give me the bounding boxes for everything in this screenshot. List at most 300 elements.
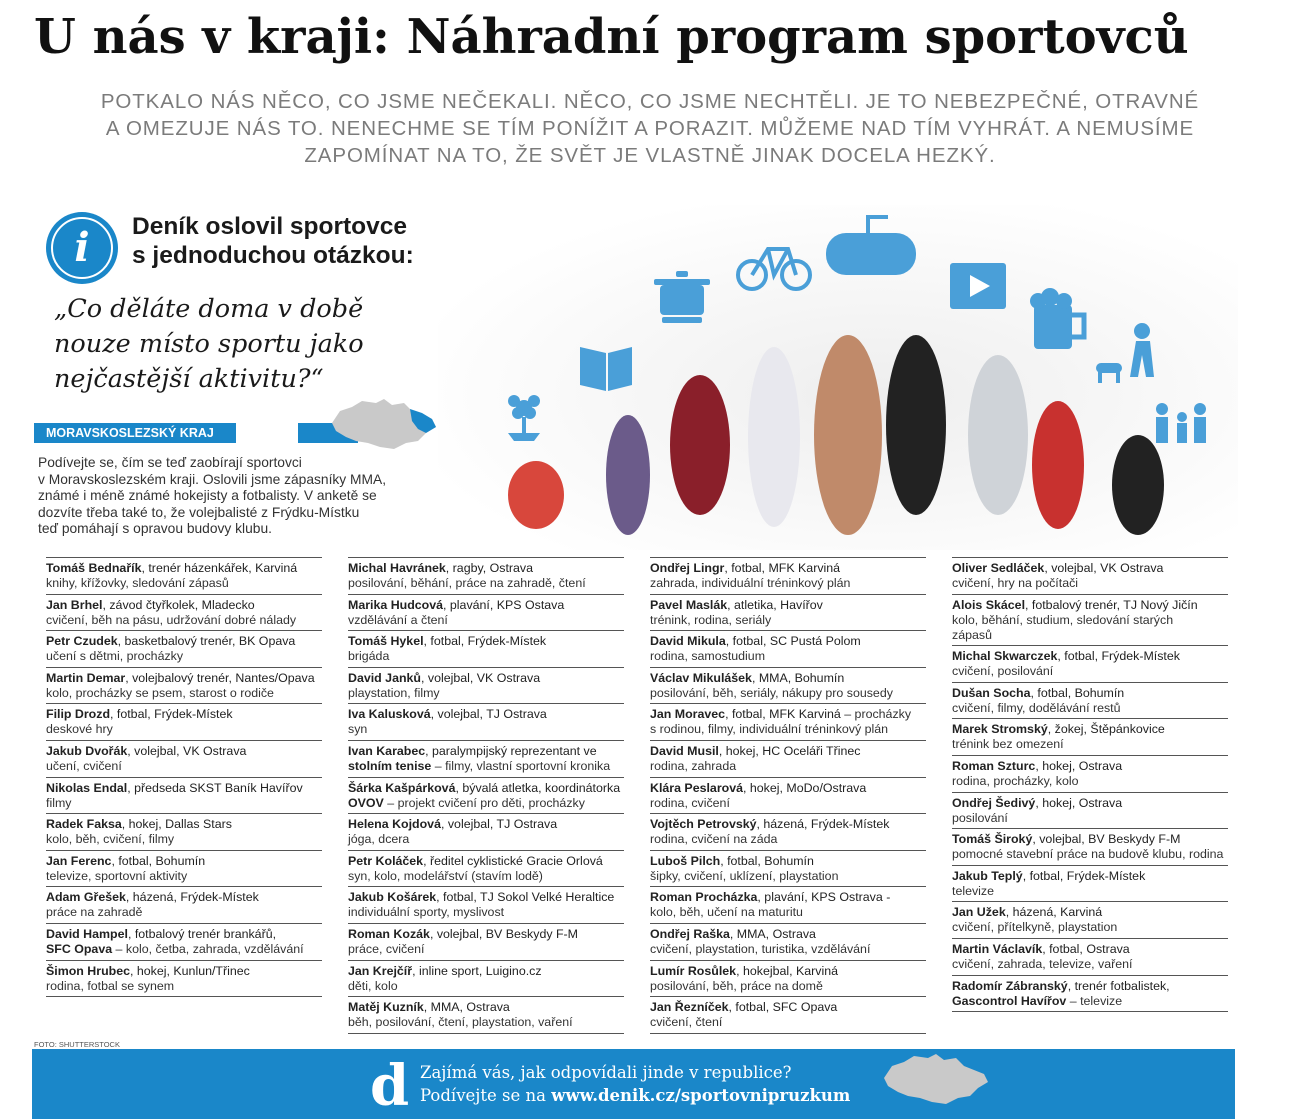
respondent-role: , fotbal, MFK Karviná bbox=[725, 707, 841, 722]
entry-headline bbox=[46, 598, 322, 613]
respondent-name: Ondřej Šedivý bbox=[952, 795, 1036, 810]
respondent-name: Radek Faksa bbox=[46, 817, 122, 832]
entry-headline bbox=[348, 964, 624, 979]
entry-activity bbox=[46, 796, 322, 811]
subtitle-line: ZAPOMÍNAT NA TO, ŽE SVĚT JE VLASTNĚ JINAK DOCELA HEZKÝ. bbox=[304, 144, 996, 167]
entry-headline bbox=[650, 781, 926, 796]
respondent-name: Oliver Sedláček bbox=[952, 561, 1045, 575]
video-play-icon bbox=[950, 263, 1006, 309]
respondent-name: Ondřej Lingr bbox=[650, 561, 725, 575]
entry-activity bbox=[952, 994, 1228, 1009]
respondent-role: , fotbal, SFC Opava bbox=[728, 1000, 838, 1015]
entry-headline bbox=[348, 707, 624, 722]
subtitle-line: POTKALO NÁS NĚCO, CO JSME NEČEKALI. NĚCO, CO JSME NECHTĚLI. JE TO NEBEZPEČNÉ, OTRAVNÉ bbox=[100, 90, 1200, 113]
respondent-name: Jan Moravec bbox=[650, 707, 726, 722]
entry-activity bbox=[952, 737, 1228, 752]
entry-activity bbox=[348, 722, 624, 737]
respondent-entry bbox=[348, 850, 624, 884]
respondent-entry bbox=[348, 996, 624, 1030]
respondent-entry bbox=[348, 740, 624, 774]
entry-headline bbox=[348, 1000, 624, 1015]
respondent-name: David Janků bbox=[348, 670, 421, 685]
respondent-activity: posilování bbox=[952, 810, 1008, 825]
respondent-role: , fotbal, MFK Karviná bbox=[724, 561, 841, 575]
entry-activity bbox=[650, 796, 926, 811]
respondent-activity: trénink, rodina, seriály bbox=[650, 612, 772, 627]
entry-headline bbox=[952, 598, 1228, 613]
respondent-entry bbox=[650, 996, 926, 1030]
respondent-activity: – kolo, četba, zahrada, vzdělávání bbox=[112, 942, 304, 956]
entry-headline bbox=[952, 649, 1228, 664]
respondent-role: , plavání, KPS Ostava bbox=[443, 597, 565, 612]
respondent-name: Alois Skácel bbox=[952, 597, 1026, 612]
info-icon: i bbox=[46, 212, 118, 284]
respondent-role: , volejbal, TJ Ostrava bbox=[440, 817, 558, 832]
respondent-activity: – filmy, vlastní sportovní kronika bbox=[431, 759, 611, 773]
entry-activity bbox=[46, 649, 322, 664]
survey-question bbox=[54, 292, 414, 397]
entry-activity bbox=[348, 759, 624, 774]
respondent-entry bbox=[46, 630, 322, 664]
entry-headline bbox=[348, 634, 624, 649]
respondent-entry bbox=[952, 938, 1228, 972]
respondent-role: , volejbalový trenér, Nantes/Opava bbox=[125, 670, 315, 685]
respondent-entry bbox=[952, 755, 1228, 789]
entry-activity bbox=[650, 905, 926, 920]
entry-activity bbox=[348, 686, 624, 701]
respondent-entry bbox=[46, 813, 322, 847]
respondent-name: Iva Kalusková bbox=[348, 707, 431, 722]
respondent-entry bbox=[952, 594, 1228, 643]
respondent-entry bbox=[952, 557, 1228, 591]
respondent-activity: s rodinou, filmy, individuální tréninkový plán bbox=[650, 722, 889, 737]
respondent-entry bbox=[952, 645, 1228, 679]
entry-activity bbox=[952, 664, 1228, 679]
question-line: nejčastější aktivitu?“ bbox=[54, 364, 324, 394]
respondent-entry bbox=[650, 703, 926, 737]
respondent-name: Ivan Karabec bbox=[348, 744, 426, 758]
entry-activity bbox=[348, 905, 624, 920]
entry-headline bbox=[650, 707, 926, 722]
respondent-activity: cvičení, zahrada, televize, vaření bbox=[952, 957, 1133, 971]
footer-text bbox=[420, 1061, 850, 1107]
respondent-name: Adam Gřešek bbox=[46, 890, 126, 905]
respondent-activity: deskové hry bbox=[46, 722, 113, 737]
respondent-activity: vzdělávání a čtení bbox=[348, 612, 448, 627]
entry-activity bbox=[348, 1015, 624, 1030]
respondent-activity: syn bbox=[348, 722, 368, 737]
respondent-name: Michal Havránek bbox=[348, 561, 446, 575]
respondent-entry bbox=[348, 557, 624, 591]
respondent-activity: učení, cvičení bbox=[46, 759, 122, 773]
entry-headline bbox=[952, 722, 1228, 737]
entry-activity bbox=[348, 832, 624, 847]
entry-headline bbox=[952, 686, 1228, 701]
respondent-name: Lumír Rosůlek bbox=[650, 963, 737, 978]
book-icon bbox=[580, 347, 632, 391]
respondent-activity: trénink bez omezení bbox=[952, 737, 1064, 752]
respondent-name: Michal Skwarczek bbox=[952, 649, 1058, 664]
respondent-entry bbox=[46, 886, 322, 920]
entry-activity bbox=[650, 832, 926, 847]
question-line: „Co děláte doma v době bbox=[54, 294, 364, 324]
respondent-name: Marek Stromský bbox=[952, 722, 1048, 737]
respondent-activity: práce, cvičení bbox=[348, 942, 425, 956]
respondent-activity: rodina, zahrada bbox=[650, 759, 737, 773]
respondent-name: Václav Mikulášek bbox=[650, 670, 752, 685]
entry-activity bbox=[952, 701, 1228, 716]
body-line: teď pomáhají s opravou budovy klubu. bbox=[38, 521, 272, 536]
respondent-role: , házená, Frýdek-Místek bbox=[125, 890, 259, 905]
entry-headline bbox=[650, 927, 926, 942]
respondent-role: , fotbal, Frýdek-Místek bbox=[423, 634, 547, 649]
respondent-activity: knihy, křížovky, sledování zápasů bbox=[46, 576, 229, 590]
respondent-activity: cvičení, filmy, dodělávání restů bbox=[952, 700, 1121, 715]
entry-headline bbox=[650, 964, 926, 979]
respondent-role: , volejbal, TJ Ostrava bbox=[430, 707, 547, 722]
respondent-role: , fotbalový trenér, TJ Nový Jičín bbox=[1025, 597, 1198, 612]
entry-headline bbox=[952, 979, 1228, 994]
respondent-activity: cvičení, běh na pásu, udržování dobré nálady bbox=[46, 612, 297, 627]
respondent-role: , žokej, Štěpánkovice bbox=[1047, 722, 1165, 737]
respondent-activity: rodina, procházky, kolo bbox=[952, 774, 1079, 788]
respondent-name: Martin Demar bbox=[46, 670, 126, 685]
respondent-name: Jan Užek bbox=[952, 905, 1006, 920]
entry-activity bbox=[46, 905, 322, 920]
entry-headline bbox=[46, 781, 322, 796]
respondent-role: , fotbal, Bohumín bbox=[1030, 685, 1125, 700]
respondent-activity: cvičení, přítelkyně, playstation bbox=[952, 920, 1118, 935]
respondent-activity: cvičení, playstation, turistika, vzdělávání bbox=[650, 942, 871, 956]
footer-line2-prefix: Podívejte se na bbox=[420, 1086, 552, 1105]
respondent-entry bbox=[650, 630, 926, 664]
respondent-role: , basketbalový trenér, BK Opava bbox=[117, 634, 296, 649]
respondent-activity: učení s dětmi, procházky bbox=[46, 649, 184, 664]
respondent-role: , fotbal, Frýdek-Místek bbox=[1022, 868, 1146, 883]
respondent-entry bbox=[650, 777, 926, 811]
respondent-name: Roman Procházka bbox=[650, 890, 758, 905]
respondent-role-cont: stolním tenise bbox=[348, 759, 432, 773]
entry-activity bbox=[46, 942, 322, 957]
column-divider bbox=[348, 1033, 624, 1034]
respondent-entry bbox=[46, 960, 322, 994]
respondent-role: , MMA, Bohumín bbox=[751, 670, 845, 685]
respondent-entry bbox=[46, 594, 322, 628]
photo-credit: FOTO: SHUTTERSTOCK bbox=[34, 1040, 120, 1049]
question-line: nouze místo sportu jako bbox=[54, 329, 364, 359]
respondent-entry bbox=[46, 667, 322, 701]
respondent-activity: rodina, fotbal se synem bbox=[46, 978, 175, 993]
respondent-activity: rodina, samostudium bbox=[650, 649, 766, 664]
respondent-entry bbox=[650, 667, 926, 701]
entry-headline bbox=[952, 832, 1228, 847]
entry-headline bbox=[650, 671, 926, 686]
respondent-entry bbox=[650, 886, 926, 920]
respondent-name: David Mikula bbox=[650, 634, 726, 649]
entry-headline bbox=[952, 869, 1228, 884]
respondent-entry bbox=[952, 975, 1228, 1009]
respondent-name: Jan Krejčíř bbox=[348, 963, 413, 978]
column-divider bbox=[46, 996, 322, 997]
entry-activity bbox=[46, 979, 322, 994]
respondent-entry bbox=[46, 740, 322, 774]
respondent-role: , závod čtyřkolek, Mladecko bbox=[102, 597, 255, 612]
respondent-role: , fotbal, Bohumín bbox=[720, 853, 814, 868]
respondent-activity: kolo, běhání, studium, sledování starých bbox=[952, 612, 1174, 627]
respondent-entry bbox=[952, 682, 1228, 716]
respondent-entry bbox=[46, 557, 322, 591]
entry-activity bbox=[650, 686, 926, 701]
respondent-activity: posilování, běhání, práce na zahradě, čtení bbox=[348, 576, 586, 590]
intro-line: s jednoduchou otázkou: bbox=[132, 242, 414, 269]
respondent-activity: cvičení, posilování bbox=[952, 664, 1054, 679]
respondent-name: Tomáš Hykel bbox=[348, 634, 424, 649]
respondent-name: David Musil bbox=[650, 744, 719, 758]
entry-headline bbox=[650, 854, 926, 869]
entry-activity bbox=[650, 942, 926, 957]
respondent-entry bbox=[46, 923, 322, 957]
region-label: MORAVSKOSLEZSKÝ KRAJ bbox=[46, 426, 214, 440]
respondent-role: , fotbal, Bohumín bbox=[111, 853, 206, 868]
respondent-activity: cvičení, čtení bbox=[650, 1015, 723, 1030]
respondent-name: Klára Peslarová bbox=[650, 780, 743, 795]
entry-headline bbox=[952, 561, 1228, 576]
respondent-activity: – procházky bbox=[840, 707, 912, 722]
respondent-activity: posilování, běh, práce na domě bbox=[650, 978, 823, 993]
column-divider bbox=[952, 1011, 1228, 1012]
respondent-entry bbox=[650, 557, 926, 591]
respondent-role: , volejbal, BV Beskydy F-M bbox=[429, 927, 578, 941]
entry-headline bbox=[348, 561, 624, 576]
subtitle-line: A OMEZUJE NÁS TO. NENECHME SE TÍM PONÍŽIT A PORAZIT. MŮŽEME NAD TÍM VYHRÁT. A NEMUSÍME bbox=[105, 117, 1195, 140]
entry-activity bbox=[952, 628, 1228, 643]
respondent-name: Marika Hudcová bbox=[348, 597, 444, 612]
respondent-role: , volejbal, VK Ostrava bbox=[127, 744, 247, 758]
subtitle bbox=[60, 88, 1240, 169]
entry-activity bbox=[952, 613, 1228, 628]
respondent-entry bbox=[46, 850, 322, 884]
entry-activity bbox=[348, 979, 624, 994]
respondent-name: Helena Kojdová bbox=[348, 817, 441, 832]
entry-headline bbox=[46, 634, 322, 649]
entry-headline bbox=[46, 671, 322, 686]
respondent-activity: televize bbox=[952, 883, 995, 898]
entry-headline bbox=[952, 905, 1228, 920]
body-line: dozvíte třeba také to, že volejbalisté z Frýdku-Místku bbox=[38, 504, 360, 520]
entry-headline bbox=[348, 744, 624, 759]
respondent-activity: rodina, cvičení bbox=[650, 795, 730, 810]
respondent-activity: kolo, procházky se psem, starost o rodiče bbox=[46, 685, 274, 700]
respondent-name: Martin Václavík bbox=[952, 942, 1043, 956]
intro-line: Deník oslovil sportovce bbox=[132, 213, 408, 240]
entry-activity bbox=[952, 920, 1228, 935]
footer-url-link[interactable]: www.denik.cz/sportovnipruzkum bbox=[551, 1086, 851, 1105]
respondent-role: , plavání, KPS Ostrava - bbox=[757, 890, 891, 905]
entry-activity bbox=[46, 576, 322, 591]
respondent-name: Jakub Teplý bbox=[952, 868, 1023, 883]
entry-activity bbox=[952, 774, 1228, 789]
respondent-activity: posilování, běh, seriály, nákupy pro sousedy bbox=[650, 685, 893, 700]
column-divider bbox=[650, 1033, 926, 1034]
entry-headline bbox=[348, 671, 624, 686]
respondent-activity: rodina, cvičení na zádа bbox=[650, 832, 778, 847]
respondent-role: , fotbal, Frýdek-Místek bbox=[1057, 649, 1180, 664]
respondent-role: , paralympijský reprezentant ve bbox=[425, 744, 597, 758]
respondent-name: Nikolas Endal bbox=[46, 780, 128, 795]
respondent-role: , hokej, Ostrava bbox=[1035, 759, 1123, 773]
entry-activity bbox=[650, 613, 926, 628]
respondent-activity: práce na zahradě bbox=[46, 905, 143, 920]
entry-headline bbox=[46, 854, 322, 869]
entry-activity bbox=[348, 942, 624, 957]
entry-activity bbox=[348, 869, 624, 884]
entry-activity bbox=[348, 613, 624, 628]
body-line: Podívejte se, čím se teď zaobírají sportovci bbox=[38, 455, 302, 470]
entry-activity bbox=[650, 722, 926, 737]
entry-headline bbox=[952, 942, 1228, 957]
respondent-name: Jan Řezníček bbox=[650, 1000, 729, 1015]
respondent-entry bbox=[650, 850, 926, 884]
respondent-activity: zápasů bbox=[952, 627, 992, 642]
entry-headline bbox=[650, 598, 926, 613]
respondent-name: Jakub Dvořák bbox=[46, 744, 128, 758]
entry-activity bbox=[348, 649, 624, 664]
respondent-entry bbox=[348, 594, 624, 628]
respondent-role: , hokej, Ostrava bbox=[1035, 795, 1123, 810]
headline: U nás v kraji: Náhradní program sportovců bbox=[34, 9, 1189, 65]
respondent-name: Jan Brhel bbox=[46, 597, 103, 612]
respondent-role-cont: Gascontrol Havířov bbox=[952, 993, 1067, 1008]
entry-activity bbox=[952, 884, 1228, 899]
respondent-activity: běh, posilování, čtení, playstation, vaření bbox=[348, 1015, 573, 1030]
respondent-name: Jakub Košárek bbox=[348, 890, 437, 905]
respondent-entry bbox=[348, 630, 624, 664]
respondent-role: , MMA, Ostrava bbox=[423, 1000, 510, 1015]
respondent-name: Jan Ferenc bbox=[46, 853, 112, 868]
respondent-entry bbox=[952, 792, 1228, 826]
respondent-role: , atletika, Havířov bbox=[727, 597, 823, 612]
entry-headline bbox=[650, 890, 926, 905]
entry-activity bbox=[348, 796, 624, 811]
respondent-entry bbox=[348, 777, 624, 811]
respondent-activity: brigáda bbox=[348, 649, 390, 664]
entry-headline bbox=[348, 781, 624, 796]
respondent-name: Luboš Pilch bbox=[650, 853, 721, 868]
entry-headline bbox=[46, 964, 322, 979]
respondent-entry bbox=[650, 813, 926, 847]
entry-headline bbox=[650, 744, 926, 759]
respondent-entry bbox=[952, 718, 1228, 752]
entry-headline bbox=[952, 759, 1228, 774]
respondent-entry bbox=[650, 594, 926, 628]
respondent-role: , fotbal, Frýdek-Místek bbox=[110, 707, 233, 722]
respondent-name: Tomáš Bednařík bbox=[46, 561, 142, 575]
respondent-name: Ondřej Raška bbox=[650, 927, 730, 941]
respondent-role: , hokej, Dallas Stars bbox=[121, 817, 232, 832]
respondent-role: , hokejbal, Karviná bbox=[736, 963, 839, 978]
entry-activity bbox=[46, 759, 322, 774]
entry-activity bbox=[46, 869, 322, 884]
entry-headline bbox=[348, 927, 624, 942]
respondent-role: , trenér házenkářek, Karviná bbox=[141, 561, 298, 575]
entry-activity bbox=[650, 869, 926, 884]
entry-headline bbox=[348, 854, 624, 869]
respondent-entry bbox=[650, 923, 926, 957]
entry-activity bbox=[46, 686, 322, 701]
respondent-role: , předseda SKST Baník Havířov bbox=[127, 780, 303, 795]
czech-map-icon bbox=[326, 393, 442, 453]
entry-headline bbox=[46, 744, 322, 759]
respondent-role: , ředitel cyklistické Gracie Orlová bbox=[423, 853, 603, 868]
respondent-role: , trenér fotbalistek, bbox=[1067, 978, 1170, 993]
respondent-activity: – televize bbox=[1066, 993, 1123, 1008]
entry-headline bbox=[46, 561, 322, 576]
entry-activity bbox=[952, 576, 1228, 591]
respondent-role-cont: OVOV bbox=[348, 795, 384, 810]
respondent-activity: syn, kolo, modelářství (stavím lodě) bbox=[348, 868, 543, 883]
respondent-activity: cvičení, hry na počítači bbox=[952, 576, 1079, 590]
respondent-role: , volejbal, BV Beskydy F-M bbox=[1032, 832, 1181, 847]
respondent-role: , házená, Frýdek-Místek bbox=[756, 817, 890, 832]
respondent-role: , hokej, MoDo/Ostrava bbox=[743, 780, 867, 795]
respondent-entry bbox=[348, 813, 624, 847]
respondent-entry bbox=[952, 865, 1228, 899]
respondent-role: , hokej, HC Oceláři Třinec bbox=[718, 744, 861, 758]
entry-headline bbox=[650, 817, 926, 832]
footer-line1: Zajímá vás, jak odpovídali jinde v republice? bbox=[420, 1063, 792, 1082]
respondent-activity: pomocné stavební práce na budově klubu, rodina bbox=[952, 847, 1224, 862]
respondent-entry bbox=[952, 901, 1228, 935]
entry-headline bbox=[650, 1000, 926, 1015]
body-text bbox=[38, 455, 390, 538]
entry-headline bbox=[46, 817, 322, 832]
respondent-name: Pavel Maslák bbox=[650, 597, 728, 612]
respondent-role: , fotbalový trenér brankářů, bbox=[127, 927, 277, 941]
respondent-role-cont: SFC Opava bbox=[46, 942, 113, 956]
respondent-activity: šipky, cvičení, uklízení, playstation bbox=[650, 868, 839, 883]
body-line: v Moravskoslezském kraji. Oslovili jsme zápasníky MMA, bbox=[38, 471, 387, 487]
entry-headline bbox=[952, 796, 1228, 811]
footer-line2 bbox=[420, 1084, 850, 1107]
entry-headline bbox=[650, 561, 926, 576]
respondent-name: Radomír Zábranský bbox=[952, 978, 1068, 993]
respondent-entry bbox=[348, 703, 624, 737]
entry-activity bbox=[650, 649, 926, 664]
respondent-name: Tomáš Široký bbox=[952, 832, 1033, 847]
respondent-role: , hokej, Kunlun/Třinec bbox=[130, 963, 250, 978]
respondent-role: , fotbal, TJ Sokol Velké Heraltice bbox=[436, 890, 615, 905]
entry-headline bbox=[348, 890, 624, 905]
respondent-name: Dušan Socha bbox=[952, 685, 1031, 700]
respondent-name: Roman Kozák bbox=[348, 927, 430, 941]
entry-headline bbox=[46, 890, 322, 905]
respondent-entry bbox=[46, 703, 322, 737]
respondent-entry bbox=[348, 960, 624, 994]
entry-headline bbox=[46, 927, 322, 942]
respondent-entry bbox=[650, 960, 926, 994]
entry-headline bbox=[348, 598, 624, 613]
respondent-entry bbox=[348, 667, 624, 701]
entry-activity bbox=[650, 979, 926, 994]
respondent-name: Šimon Hrubec bbox=[46, 963, 130, 978]
respondent-name: Roman Szturc bbox=[952, 759, 1036, 773]
respondent-name: Petr Koláček bbox=[348, 853, 424, 868]
denik-logo: d bbox=[370, 1053, 410, 1119]
respondent-entry bbox=[348, 923, 624, 957]
respondent-name: Šárka Kašpárková bbox=[348, 780, 456, 795]
entry-activity bbox=[650, 1015, 926, 1030]
respondent-role: , volejbal, VK Ostrava bbox=[1044, 561, 1164, 575]
